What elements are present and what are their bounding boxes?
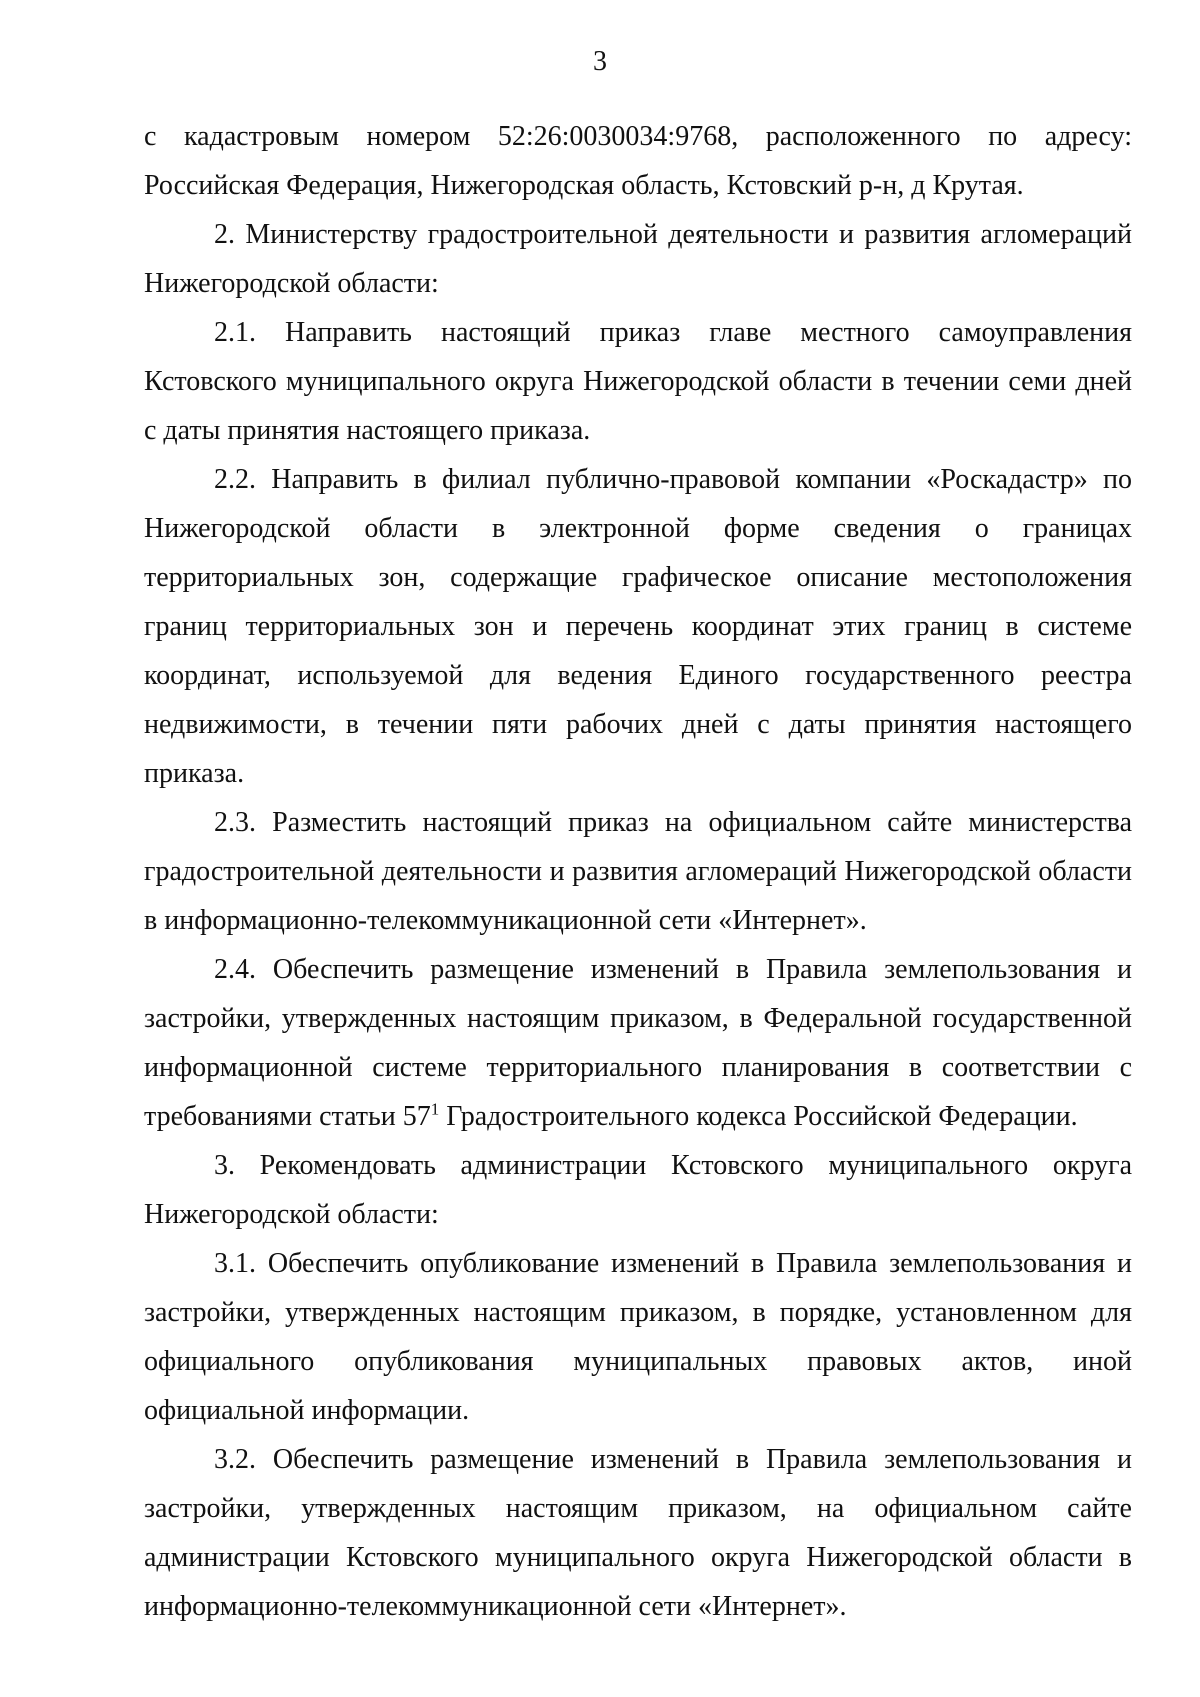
- paragraph-2-4-text-before: 2.4. Обеспечить размещение изменений в Правила землепользования и застройки, утвержденных настоящим приказом, в Федеральной государственной информационной системе территориального планирования в соответствии с требованиями статьи 57: [144, 954, 1132, 1132]
- paragraph-3: 3. Рекомендовать администрации Кстовского муниципального округа Нижегородской области:: [144, 1150, 1132, 1230]
- paragraph-2-4-text-after: Градостроительного кодекса Российской Федерации.: [439, 1101, 1078, 1132]
- superscript-article-number: 1: [430, 1099, 440, 1119]
- paragraph-2-3: 2.3. Разместить настоящий приказ на официальном сайте министерства градостроительной деятельности и развития агломераций Нижегородской области в информационно-телекоммуникационной сети «Интернет».: [144, 807, 1132, 936]
- paragraph-3-2: 3.2. Обеспечить размещение изменений в Правила землепользования и застройки, утвержденных настоящим приказом, на официальном сайте администрации Кстовского муниципального округа Нижегородской области в информационно-телекоммуникационной сети «Интернет».: [144, 1444, 1132, 1622]
- paragraph-2-1: 2.1. Направить настоящий приказ главе местного самоуправления Кстовского муниципального округа Нижегородской области в течении семи дней с даты принятия настоящего приказа.: [144, 317, 1132, 446]
- paragraph-cadastral-continuation: с кадастровым номером 52:26:0030034:9768, расположенного по адресу: Российская Федерация, Нижегородская область, Кстовский р-н, д Крутая.: [144, 121, 1132, 201]
- paragraph-2: 2. Министерству градостроительной деятельности и развития агломераций Нижегородской области:: [144, 219, 1132, 299]
- paragraph-2-2: 2.2. Направить в филиал публично-правовой компании «Роскадастр» по Нижегородской области в электронной форме сведения о границах территориальных зон, содержащие графическое описание местоположения границ территориальных зон и перечень координат этих границ в системе координат, используемой для ведения Единого государственного реестра недвижимости, в течении пяти рабочих дней с даты принятия настоящего приказа.: [144, 464, 1132, 789]
- paragraph-3-1: 3.1. Обеспечить опубликование изменений в Правила землепользования и застройки, утвержденных настоящим приказом, в порядке, установленном для официального опубликования муниципальных правовых актов, иной официальной информации.: [144, 1248, 1132, 1426]
- document-body: [144, 112, 1132, 1631]
- paragraph-2-4: [144, 945, 1132, 1141]
- page-number: 3: [593, 46, 607, 77]
